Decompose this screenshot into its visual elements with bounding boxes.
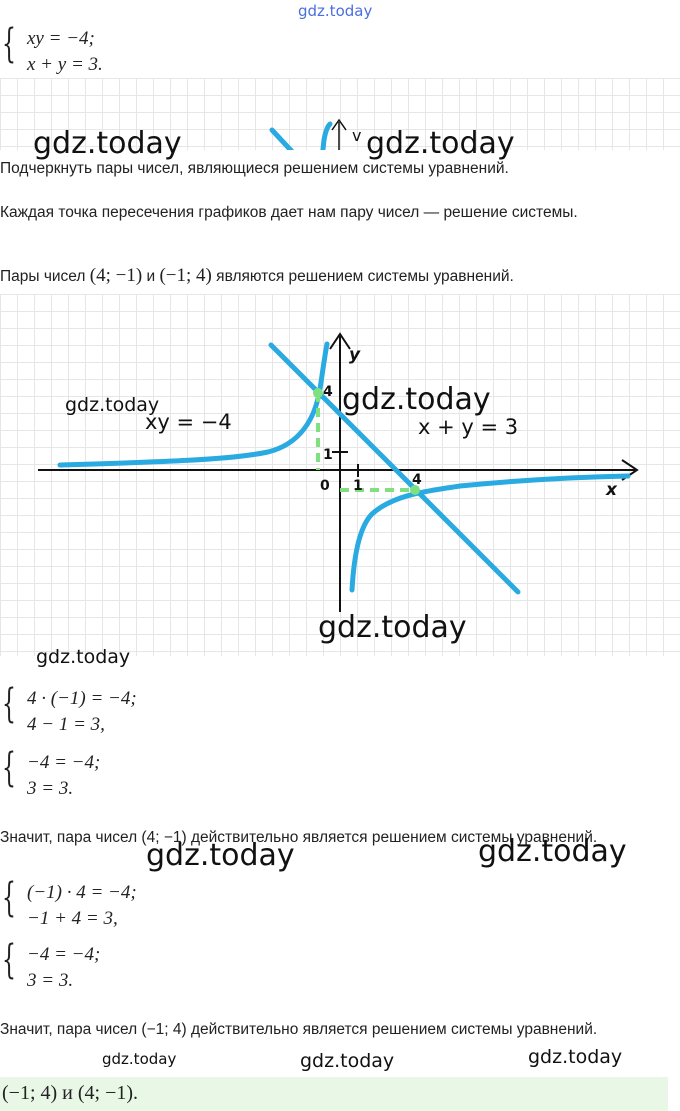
- tick-label-y-4: 4: [323, 384, 333, 400]
- check2-b2: 3 = 3.: [27, 970, 74, 991]
- curve-label: xy = −4: [145, 410, 232, 434]
- check1-brace-a: {: [2, 681, 16, 727]
- x-axis-label: x: [606, 480, 617, 500]
- axis-letter-fragment: v: [352, 126, 362, 145]
- line-label: x + y = 3: [418, 415, 519, 439]
- check2-a2: −1 + 4 = 3,: [27, 908, 118, 929]
- check2-b1: −4 = −4;: [27, 944, 101, 965]
- conclusion-2: Значит, пара чисел (−1; 4) действительно является решением системы уравнений.: [0, 1021, 598, 1038]
- system-eq-1: xy = −4;: [27, 28, 95, 49]
- check1-brace-b: {: [2, 745, 16, 791]
- watermark-11: gdz.today: [528, 1046, 623, 1068]
- origin-label: 0: [320, 478, 330, 494]
- watermark-3: gdz.today: [65, 394, 160, 416]
- watermark-4: gdz.today: [342, 382, 491, 417]
- watermark-8: gdz.today: [478, 834, 627, 869]
- check2-brace-a: {: [2, 875, 16, 921]
- tick-label-x-1: 1: [353, 478, 363, 494]
- watermark-6: gdz.today: [36, 646, 131, 668]
- check2-brace-b: {: [2, 937, 16, 983]
- watermark-9: gdz.today: [102, 1050, 177, 1068]
- graph: [0, 294, 680, 656]
- task-text: Подчеркнуть пары чисел, являющиеся решением системы уравнений.: [0, 160, 509, 177]
- watermark-2: gdz.today: [366, 126, 515, 161]
- watermark-5: gdz.today: [318, 610, 467, 645]
- intersection-point-1: [313, 388, 323, 398]
- watermark-7: gdz.today: [146, 838, 295, 873]
- check2-a1: (−1) · 4 = −4;: [27, 882, 137, 903]
- system-brace: {: [2, 21, 16, 67]
- watermark-top: gdz.today: [298, 2, 373, 20]
- y-axis-label: y: [349, 345, 361, 365]
- watermark-1: gdz.today: [33, 126, 182, 161]
- hyperbola-right: [352, 476, 628, 590]
- watermark-10: gdz.today: [300, 1050, 395, 1072]
- tick-label-x-4: 4: [412, 472, 422, 488]
- explanation-text: Каждая точка пересечения графиков дает нам пару чисел — решение системы.: [0, 204, 578, 221]
- pairs-statement: Пары чисел (4; −1) и (−1; 4) являются решением системы уравнений.: [0, 265, 514, 286]
- answer-box: [0, 1077, 668, 1111]
- tick-label-y-1: 1: [323, 447, 333, 463]
- check1-a2: 4 − 1 = 3,: [27, 714, 105, 735]
- answer-text: (−1; 4) и (4; −1).: [2, 1082, 139, 1104]
- check1-b1: −4 = −4;: [27, 752, 101, 773]
- check1-a1: 4 · (−1) = −4;: [27, 688, 137, 709]
- conclusion-1: Значит, пара чисел (4; −1) действительно является решением системы уравнений.: [0, 829, 598, 846]
- check1-b2: 3 = 3.: [27, 778, 74, 799]
- system-eq-2: x + y = 3.: [27, 54, 103, 75]
